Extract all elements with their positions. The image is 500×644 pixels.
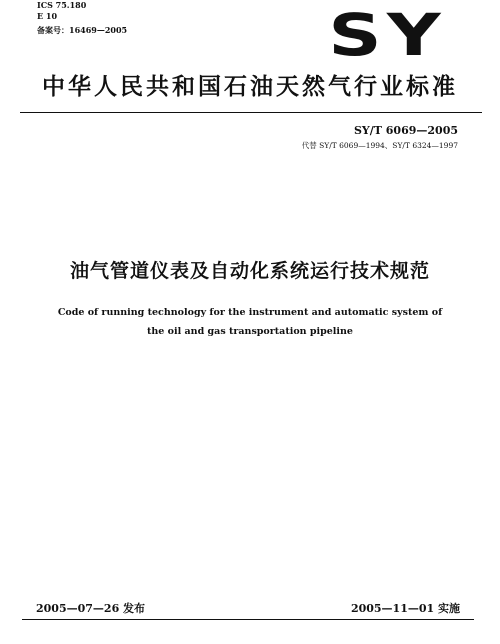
standard-authority-name: 中华人民共和国石油天然气行业标准 [42, 74, 458, 100]
replaces-note: 代替 SY/T 6069—1994、SY/T 6324—1997 [301, 141, 458, 150]
english-title-line-2: the oil and gas transportation pipeline [147, 326, 353, 337]
ics-code: ICS 75.180 [37, 0, 87, 10]
document-title-chinese: 油气管道仪表及自动化系统运行技术规范 [69, 260, 430, 282]
bottom-divider [22, 619, 474, 620]
effective-date: 2005—11—01 实施 [350, 602, 460, 615]
classification-number: E 10 [37, 11, 58, 21]
english-title-line-1: Code of running technology for the instrument and automatic system of [57, 307, 443, 318]
document-title-english [0, 303, 500, 341]
registration-number: 备案号：16469—2005 [37, 25, 128, 35]
standard-number: SY/T 6069—2005 [353, 124, 458, 137]
top-divider [20, 112, 482, 113]
sy-logo: SY [328, 1, 446, 69]
issue-date: 2005—07—26 发布 [36, 602, 146, 615]
